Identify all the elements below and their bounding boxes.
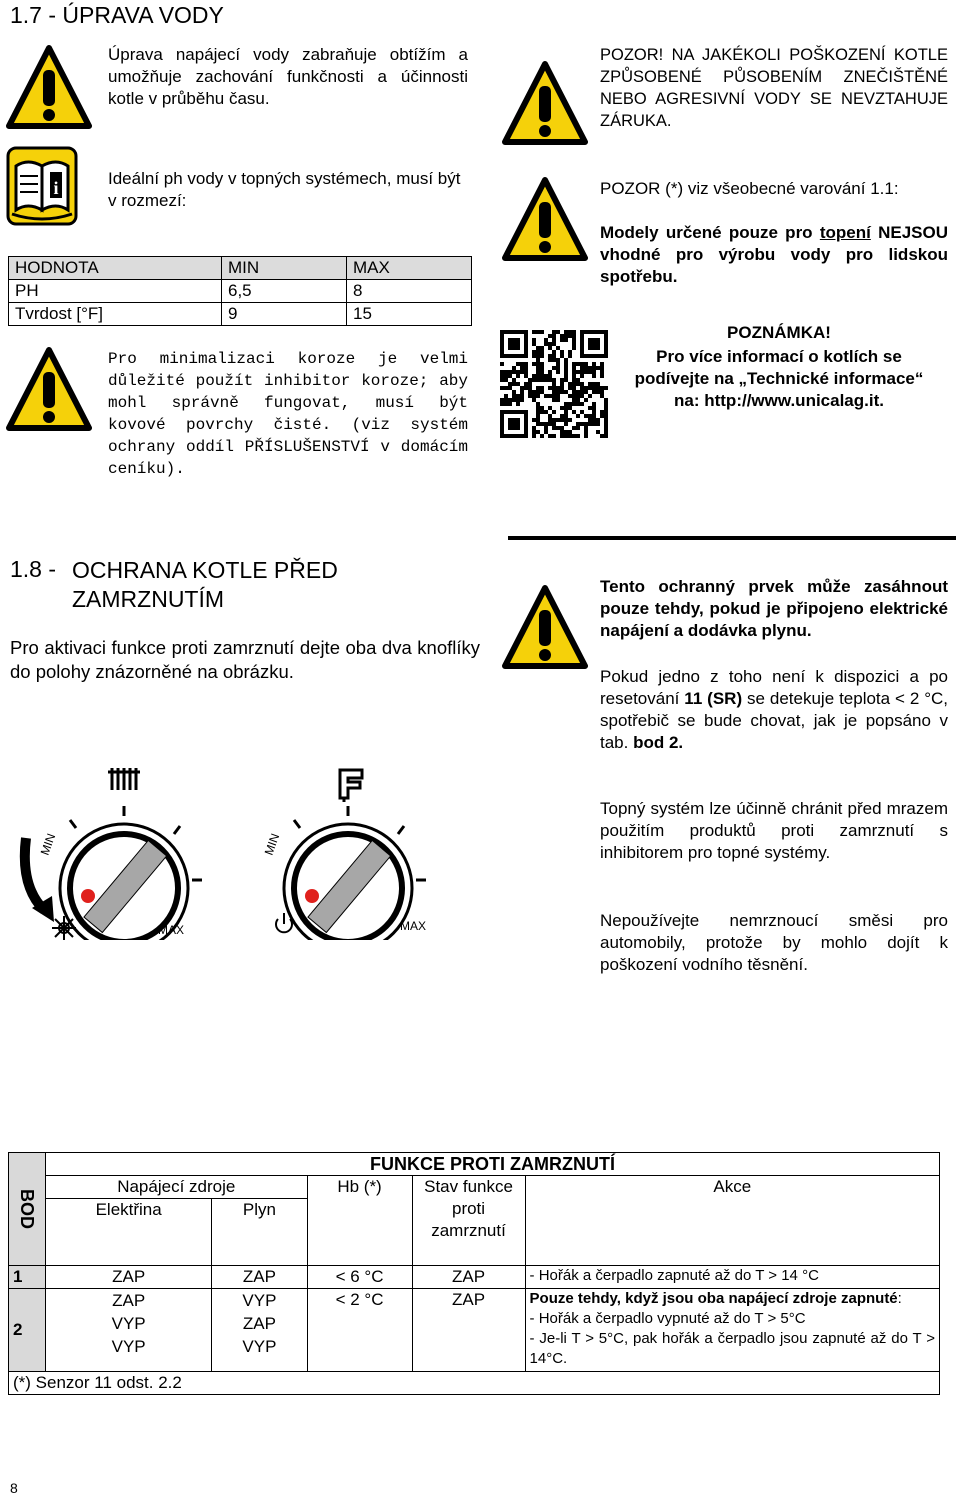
water-treatment-intro: Úprava napájecí vody zabraňuje obtížím a umožňuje zachování funkčnosti a účinnosti kotle v průběhu času.	[108, 45, 468, 108]
inhibitor-text: Pro minimalizaci koroze je velmi důležité použít inhibitor koroze; aby mohl správně fungovat, musí být kovové povrchy čisté. (viz systém ochrany oddíl PŘÍSLUŠENSTVÍ v domácím ceníku).	[108, 350, 468, 478]
manual-info-icon	[6, 146, 78, 226]
bod-cell: 1	[9, 1266, 46, 1289]
table-cell: 6,5	[222, 280, 347, 303]
warning-icon	[6, 346, 92, 432]
ph-table	[8, 256, 472, 326]
hot-water-knob-diagram	[254, 760, 454, 940]
protection-warning: Tento ochranný prvek může zasáhnout pouze tehdy, pokud je připojeno elektrické napájení a dodávka plynu.	[600, 577, 948, 640]
heating-warning-emphasis: topení	[819, 223, 871, 242]
details-text: se detekuje teplota < 2 °C, spotřebič se bude chovat, jak je popsáno v tab.	[600, 689, 949, 752]
table-header-row	[9, 257, 472, 280]
warning-icon	[502, 60, 588, 146]
tap-icon	[340, 770, 362, 802]
power-header: Napájecí zdroje	[46, 1176, 308, 1199]
heating-protection-text: Topný systém lze účinně chránit před mrazem použitím produktů proti zamrznutí s inhibitorem pro topné systémy.	[600, 799, 948, 862]
radiator-icon	[108, 768, 140, 790]
heating-only-warning	[600, 222, 948, 288]
table-row	[9, 303, 472, 326]
table-cell: 9	[222, 303, 347, 326]
table-header-cell: MAX	[347, 257, 472, 280]
hb-header: Hb (*)	[307, 1176, 412, 1266]
bod-cell: 2	[9, 1289, 46, 1372]
table-cell: < 2 °C	[307, 1289, 412, 1372]
note-text: Pro více informací o kotlích se podívejte na „Technické informace“ na: http://www.unicalag.it.	[634, 347, 924, 410]
table-cell: < 6 °C	[307, 1266, 412, 1289]
heating-knob-diagram	[8, 760, 208, 940]
frost-icon	[52, 916, 76, 940]
table-cell: 8	[347, 280, 472, 303]
combo-value: VYP	[242, 1337, 277, 1356]
section-title-1-7: 1.7 - ÚPRAVA VODY	[10, 2, 224, 28]
state-header: Stav funkce proti zamrznutí	[412, 1176, 525, 1266]
warning-icon	[502, 584, 588, 670]
ideal-ph-text: Ideální ph vody v topných systémech, musí být v rozmezí:	[108, 169, 461, 210]
combo-value: VYP	[111, 1337, 146, 1356]
combo-value: VYP	[242, 1291, 277, 1310]
warning-icon	[6, 44, 92, 130]
knob-max-label: MAX	[400, 919, 427, 933]
antifreeze-intro: Pro aktivaci funkce proti zamrznutí dejte oba dva knoflíky do polohy znázorněné na obrázku.	[10, 637, 480, 682]
table-row	[9, 1266, 940, 1289]
table-cell: ZAP	[212, 1266, 307, 1289]
table-row	[9, 280, 472, 303]
combo-value: VYP	[111, 1314, 146, 1333]
action-line: - Hořák a čerpadlo vypnuté až do T > 5°C	[529, 1310, 806, 1327]
qr-code[interactable]	[500, 330, 610, 438]
action-bold: Pouze tehdy, když jsou oba napájecí zdroje zapnuté	[529, 1290, 898, 1307]
freeze-function-table	[8, 1152, 940, 1395]
antifreeze-advice: Nepoužívejte nemrznoucí směsi pro automobily, protože by mohlo dojít k poškození vodního těsnění.	[600, 911, 948, 974]
table-cell	[46, 1289, 212, 1372]
table-cell: - Hořák a čerpadlo zapnuté až do T > 14 °C	[525, 1266, 939, 1289]
heating-warning-text: Modely určené pouze pro	[600, 223, 820, 242]
action-header: Akce	[525, 1176, 939, 1266]
section-title-1-8: OCHRANA KOTLE PŘED ZAMRZNUTÍM	[72, 557, 338, 612]
table-header-cell: HODNOTA	[9, 257, 222, 280]
table-cell: ZAP	[46, 1266, 212, 1289]
gas-header: Plyn	[212, 1199, 307, 1266]
section-number-1-8: 1.8 -	[10, 556, 57, 582]
footnote: (*) Senzor 11 odst. 2.2	[13, 1373, 182, 1392]
table-cell	[525, 1289, 939, 1372]
page-number: 8	[10, 1480, 18, 1496]
table-cell: ZAP	[412, 1266, 525, 1289]
bod-label: BOD	[17, 1189, 37, 1229]
protection-details	[600, 666, 948, 754]
details-bold: bod 2.	[633, 733, 684, 752]
knob-min-label: MIN	[37, 831, 59, 858]
warranty-warning: POZOR! NA JAKÉKOLI POŠKOZENÍ KOTLE ZPŮSOBENÉ PŮSOBENÍM ZNEČIŠTĚNÉ NEBO AGRESIVNÍ VODY SE NEVZTAHUJE ZÁRUKA.	[600, 46, 948, 130]
knob-min-label: MIN	[261, 831, 283, 858]
knob-max-label: MAX	[158, 923, 185, 937]
table-title: FUNKCE PROTI ZAMRZNUTÍ	[46, 1153, 940, 1176]
table-cell: 15	[347, 303, 472, 326]
table-cell	[212, 1289, 307, 1372]
details-text: Pokud jedno z toho není k dispozici a po resetování	[600, 667, 948, 708]
details-bold: 11 (SR)	[684, 689, 743, 708]
action-colon: :	[897, 1290, 902, 1307]
note-title: POZNÁMKA!	[727, 323, 831, 342]
table-header-cell: MIN	[222, 257, 347, 280]
footnote-cell	[9, 1372, 940, 1395]
heating-warning-text: NEJSOU vhodné pro výrobu vody pro lidskou spotřebu.	[600, 223, 948, 286]
table-cell: Tvrdost [°F]	[9, 303, 222, 326]
warning-icon	[502, 176, 588, 262]
action-line: - Je-li T > 5°C, pak hořák a čerpadlo jsou zapnuté až do T > 14°C.	[529, 1330, 935, 1367]
table-cell: PH	[9, 280, 222, 303]
combo-value: ZAP	[242, 1314, 276, 1333]
section-divider	[508, 536, 956, 540]
table-row	[9, 1289, 940, 1372]
svg-text:i: i	[53, 178, 59, 198]
combo-value: ZAP	[112, 1291, 146, 1310]
bod-header	[9, 1153, 46, 1266]
table-cell: ZAP	[412, 1289, 525, 1372]
general-warning-ref: POZOR (*) viz všeobecné varování 1.1:	[600, 179, 899, 198]
electric-header: Elektřina	[46, 1199, 212, 1266]
